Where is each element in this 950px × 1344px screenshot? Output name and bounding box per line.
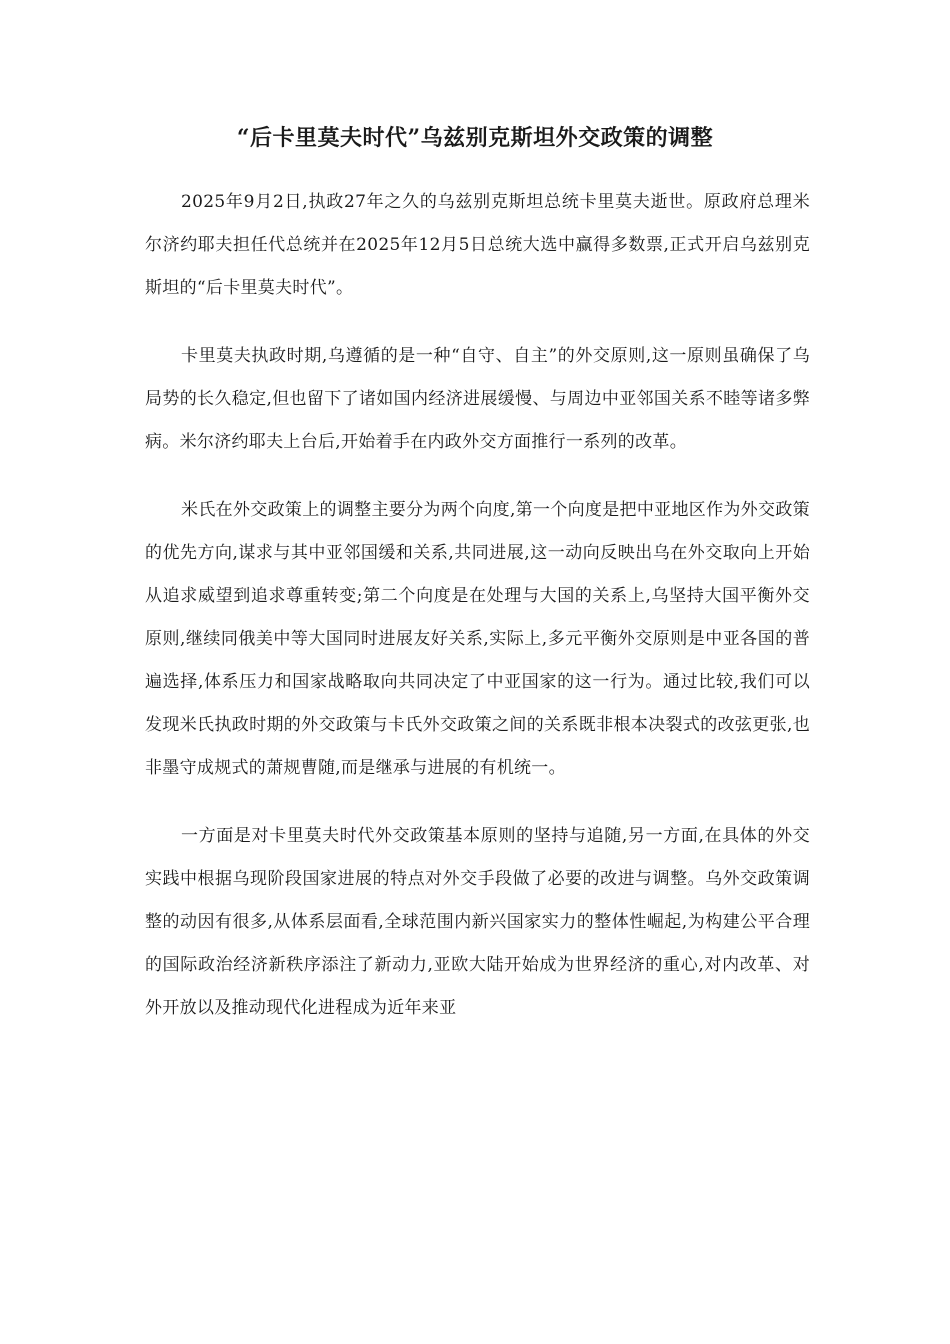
paragraph-1: 2025年9月2日,执政27年之久的乌兹别克斯坦总统卡里莫夫逝世。原政府总理米尔济约耶夫担任代总统并在2025年12月5日总统大选中赢得多数票,正式开启乌兹别克斯坦的“后卡里莫夫时代”。 <box>145 192 810 298</box>
document-body <box>145 181 810 1055</box>
paragraph-2: 卡里莫夫执政时期,乌遵循的是一种“自守、自主”的外交原则,这一原则虽确保了乌局势的长久稳定,但也留下了诸如国内经济进展缓慢、与周边中亚邻国关系不睦等诸多弊病。米尔济约耶夫上台后,开始着手在内政外交方面推行一系列的改革。 <box>145 346 810 452</box>
paragraph-4: 一方面是对卡里莫夫时代外交政策基本原则的坚持与追随,另一方面,在具体的外交实践中根据乌现阶段国家进展的特点对外交手段做了必要的改进与调整。乌外交政策调整的动因有很多,从体系层面看,全球范围内新兴国家实力的整体性崛起,为构建公平合理的国际政治经济新秩序添注了新动力,亚欧大陆开始成为世界经济的重心,对内改革、对外开放以及推动现代化进程成为近年来亚 <box>145 826 810 1018</box>
document-title: “后卡里莫夫时代”乌兹别克斯坦外交政策的调整 <box>236 125 714 151</box>
paragraph-3: 米氏在外交政策上的调整主要分为两个向度,第一个向度是把中亚地区作为外交政策的优先方向,谋求与其中亚邻国缓和关系,共同进展,这一动向反映出乌在外交取向上开始从追求威望到追求尊重转变;第二个向度是在处理与大国的关系上,乌坚持大国平衡外交原则,继续同俄美中等大国同时进展友好关系,实际上,多元平衡外交原则是中亚各国的普遍选择,体系压力和国家战略取向共同决定了中亚国家的这一行为。通过比较,我们可以发现米氏执政时期的外交政策与卡氏外交政策之间的关系既非根本决裂式的改弦更张,也非墨守成规式的萧规曹随,而是继承与进展的有机统一。 <box>145 500 810 778</box>
